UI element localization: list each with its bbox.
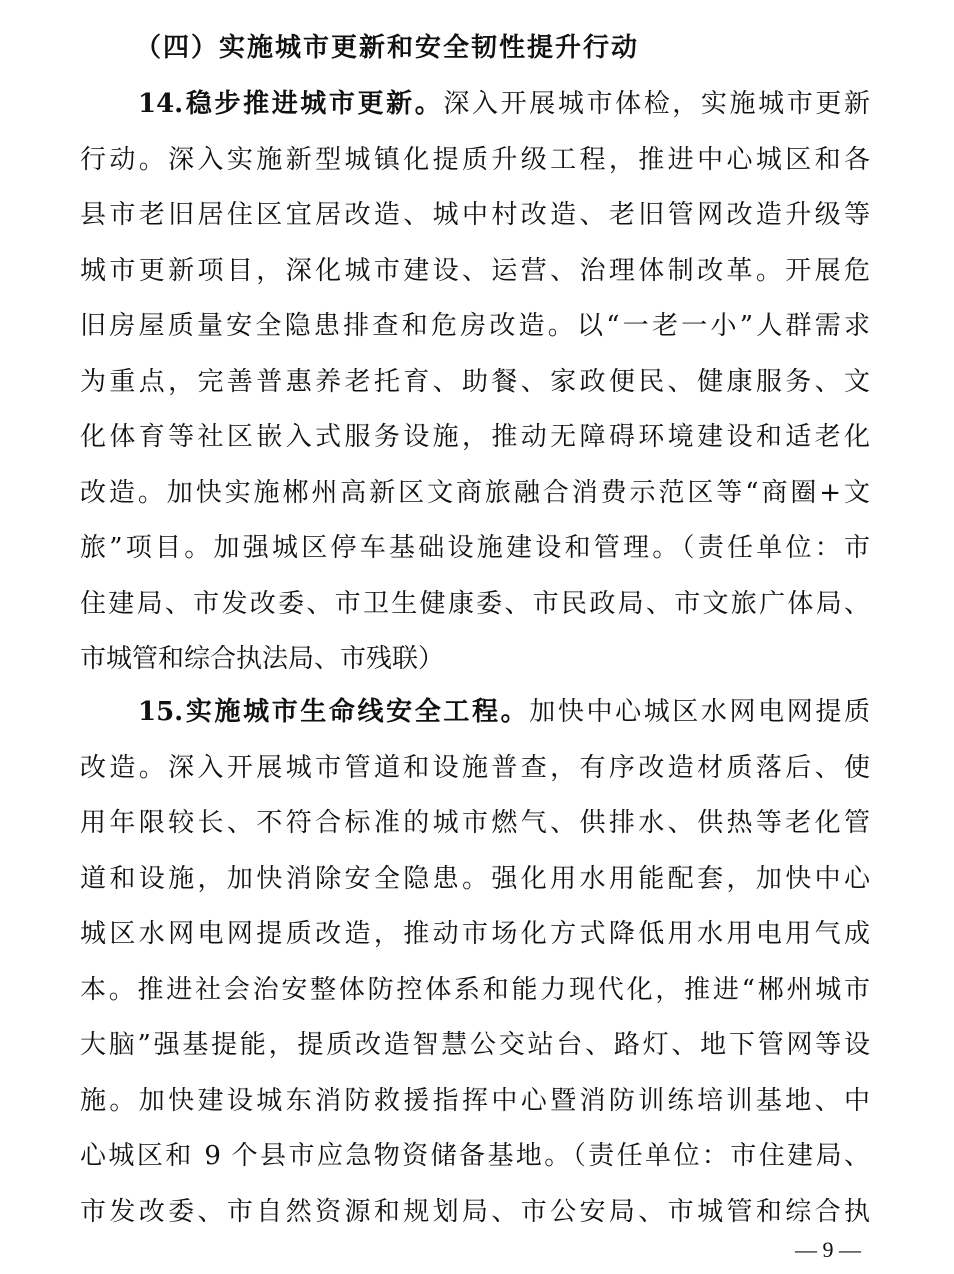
item-14-line-9: 住建局、市发改委、市卫生健康委、市民政局、市文旅广体局、	[80, 588, 870, 619]
item-14-line-4: 旧房屋质量安全隐患排查和危房改造。以“一老一小”人群需求	[80, 311, 870, 341]
item-15-line-5: 本。推进社会治安整体防控体系和能力现代化，推进“郴州城市	[80, 974, 870, 1005]
item-14-title: 14.稳步推进城市更新。	[138, 89, 444, 119]
item-15-line-4: 城区水网电网提质改造，推动市场化方式降低用水用电用气成	[80, 919, 870, 949]
item-14-line-10: 市城管和综合执法局、市残联）	[80, 644, 445, 674]
item-14-line-7: 改造。加快实施郴州高新区文商旅融合消费示范区等“商圈+文	[80, 477, 870, 508]
paragraph-item-15	[80, 685, 870, 1240]
paragraph-line	[80, 685, 870, 741]
item-14-line-5: 为重点，完善普惠养老托育、助餐、家政便民、健康服务、文	[80, 366, 870, 397]
item-14-line-6: 化体育等社区嵌入式服务设施，推动无障碍环境建设和适老化	[80, 422, 870, 452]
item-15-line-7: 施。加快建设城东消防救援指挥中心暨消防训练培训基地、中	[80, 1085, 870, 1116]
item-15-line-9: 市发改委、市自然资源和规划局、市公安局、市城管和综合执	[80, 1196, 870, 1227]
item-14-line-1: 行动。深入实施新型城镇化提质升级工程，推进中心城区和各	[80, 144, 870, 175]
paragraph-line	[80, 77, 870, 133]
item-15-title: 15.实施城市生命线安全工程。	[138, 697, 530, 727]
item-14-line-3: 城市更新项目，深化城市建设、运营、治理体制改革。开展危	[80, 255, 870, 286]
item-15-line-8: 心城区和 9 个县市应急物资储备基地。（责任单位：市住建局、	[80, 1141, 870, 1171]
paragraph-item-14	[80, 77, 870, 688]
item-14-line-0: 深入开展城市体检，实施城市更新	[443, 89, 870, 119]
item-15-line-6: 大脑”强基提能，提质改造智慧公交站台、路灯、地下管网等设	[80, 1030, 870, 1060]
item-15-line-3: 道和设施，加快消除安全隐患。强化用水用能配套，加快中心	[80, 863, 870, 894]
item-14-line-2: 县市老旧居住区宜居改造、城中村改造、老旧管网改造升级等	[80, 200, 870, 230]
page-number: — 9 —	[795, 1237, 861, 1262]
item-14-line-8: 旅”项目。加强城区停车基础设施建设和管理。（责任单位：市	[80, 533, 870, 563]
item-15-line-1: 改造。深入开展城市管道和设施普查，有序改造材质落后、使	[80, 752, 870, 783]
item-15-line-2: 用年限较长、不符合标准的城市燃气、供排水、供热等老化管	[80, 808, 870, 838]
section-heading: （四）实施城市更新和安全韧性提升行动	[135, 33, 640, 63]
item-15-line-0: 加快中心城区水网电网提质	[529, 697, 870, 727]
